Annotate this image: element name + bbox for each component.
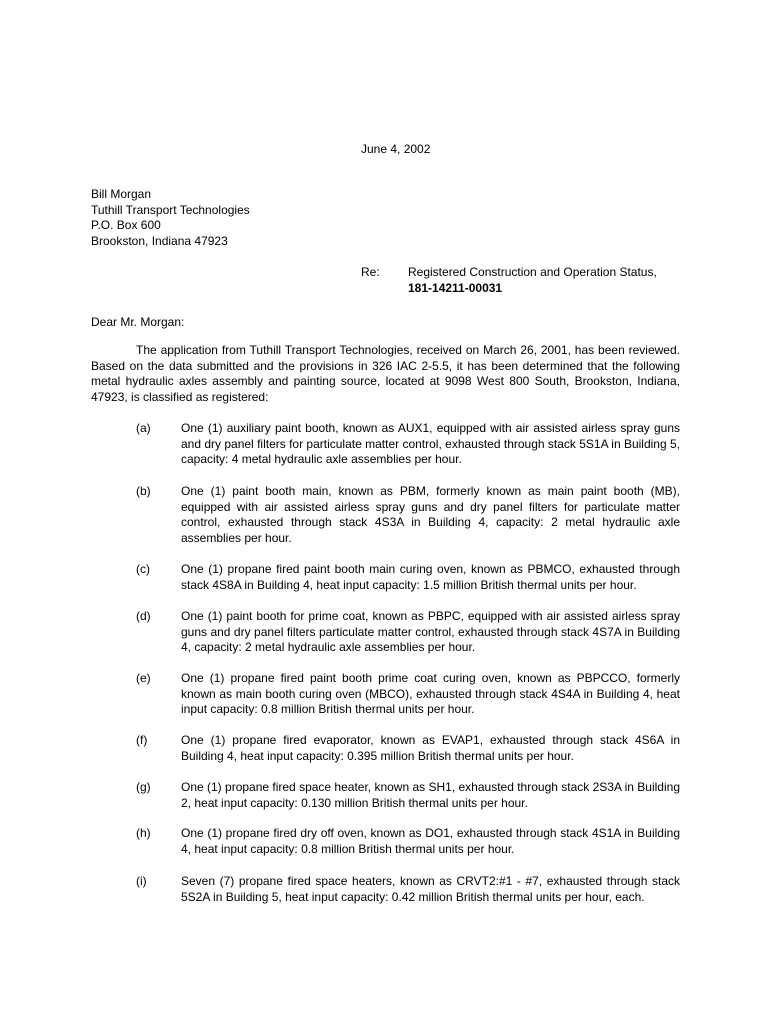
list-item <box>91 609 680 656</box>
item-text: One (1) propane fired paint booth main curing oven, known as PBMCO, exhausted through stack 4S8A in Building 4, heat input capacity: 1.5 million British thermal units per hour. <box>181 562 680 592</box>
item-text: One (1) paint booth for prime coat, known as PBPC, equipped with air assisted airless spray guns and dry panel filters particulate matter control, exhausted through stack 4S7A in Building 4, capacity: 2 metal hydraulic axle assemblies per hour. <box>181 609 680 654</box>
item-text: One (1) propane fired paint booth prime coat curing oven, known as PBPCCO, formerly known as main booth curing oven (MBCO), exhausted through stack 4S4A in Building 4, heat input capacity: 0.8 million British thermal units per hour. <box>181 671 680 716</box>
item-label: (g) <box>136 780 151 794</box>
re-block <box>408 265 657 296</box>
item-label: (b) <box>136 484 151 498</box>
recipient-city-state-zip: Brookston, Indiana 47923 <box>91 233 228 248</box>
re-subject: Registered Construction and Operation Status, <box>408 265 657 279</box>
re-label: Re: <box>361 265 380 279</box>
list-item <box>91 874 680 905</box>
item-label: (d) <box>136 609 151 623</box>
item-text: One (1) auxiliary paint booth, known as AUX1, equipped with air assisted airless spray guns and dry panel filters for particulate matter control, exhausted through stack 5S1A in Building 5, capacity: 4 metal hydraulic axle assemblies per hour. <box>181 421 680 466</box>
list-item <box>91 780 680 811</box>
item-text: Seven (7) propane fired space heaters, known as CRVT2:#1 - #7, exhausted through stack 5S2A in Building 5, heat input capacity: 0.42 million British thermal units per hour, each. <box>181 874 680 904</box>
item-label: (c) <box>136 562 150 576</box>
salutation: Dear Mr. Morgan: <box>91 315 185 329</box>
list-item <box>91 826 680 857</box>
list-item <box>91 484 680 546</box>
list-item <box>91 671 680 718</box>
recipient-name: Bill Morgan <box>91 187 152 201</box>
recipient-address <box>91 187 250 249</box>
item-label: (h) <box>136 826 151 840</box>
item-text: One (1) propane fired space heater, known as SH1, exhausted through stack 2S3A in Building 2, heat input capacity: 0.130 million British thermal units per hour. <box>181 780 680 810</box>
item-text: One (1) propane fired evaporator, known as EVAP1, exhausted through stack 4S6A in Building 4, heat input capacity: 0.395 million British thermal units per hour. <box>181 733 680 763</box>
item-text: One (1) propane fired dry off oven, known as DO1, exhausted through stack 4S1A in Building 4, heat input capacity: 0.8 million British thermal units per hour. <box>181 826 680 856</box>
letter-date: June 4, 2002 <box>361 142 431 156</box>
item-label: (a) <box>136 421 151 435</box>
list-item <box>91 733 680 764</box>
item-label: (i) <box>136 874 147 888</box>
re-number: 181-14211-00031 <box>408 280 503 295</box>
recipient-po-box: P.O. Box 600 <box>91 218 161 232</box>
recipient-company: Tuthill Transport Technologies <box>91 202 250 217</box>
item-text: One (1) paint booth main, known as PBM, formerly known as main paint booth (MB), equipped with air assisted airless spray guns and dry panel filters for particulate matter control, exhausted through stack 4S3A in Building 4, capacity: 2 metal hydraulic axle assemblies per hour. <box>181 484 680 545</box>
intro-paragraph: The application from Tuthill Transport Technologies, received on March 26, 2001, has been reviewed. Based on the data submitted and the provisions in 326 IAC 2-5.5, it has been determined that the following metal hydraulic axles assembly and painting source, located at 9098 West 800 South, Brookston, Indiana, 47923, is classified as registered: <box>91 343 680 404</box>
item-label: (e) <box>136 671 151 685</box>
list-item <box>91 421 680 468</box>
item-label: (f) <box>136 733 148 747</box>
list-item <box>91 562 680 593</box>
